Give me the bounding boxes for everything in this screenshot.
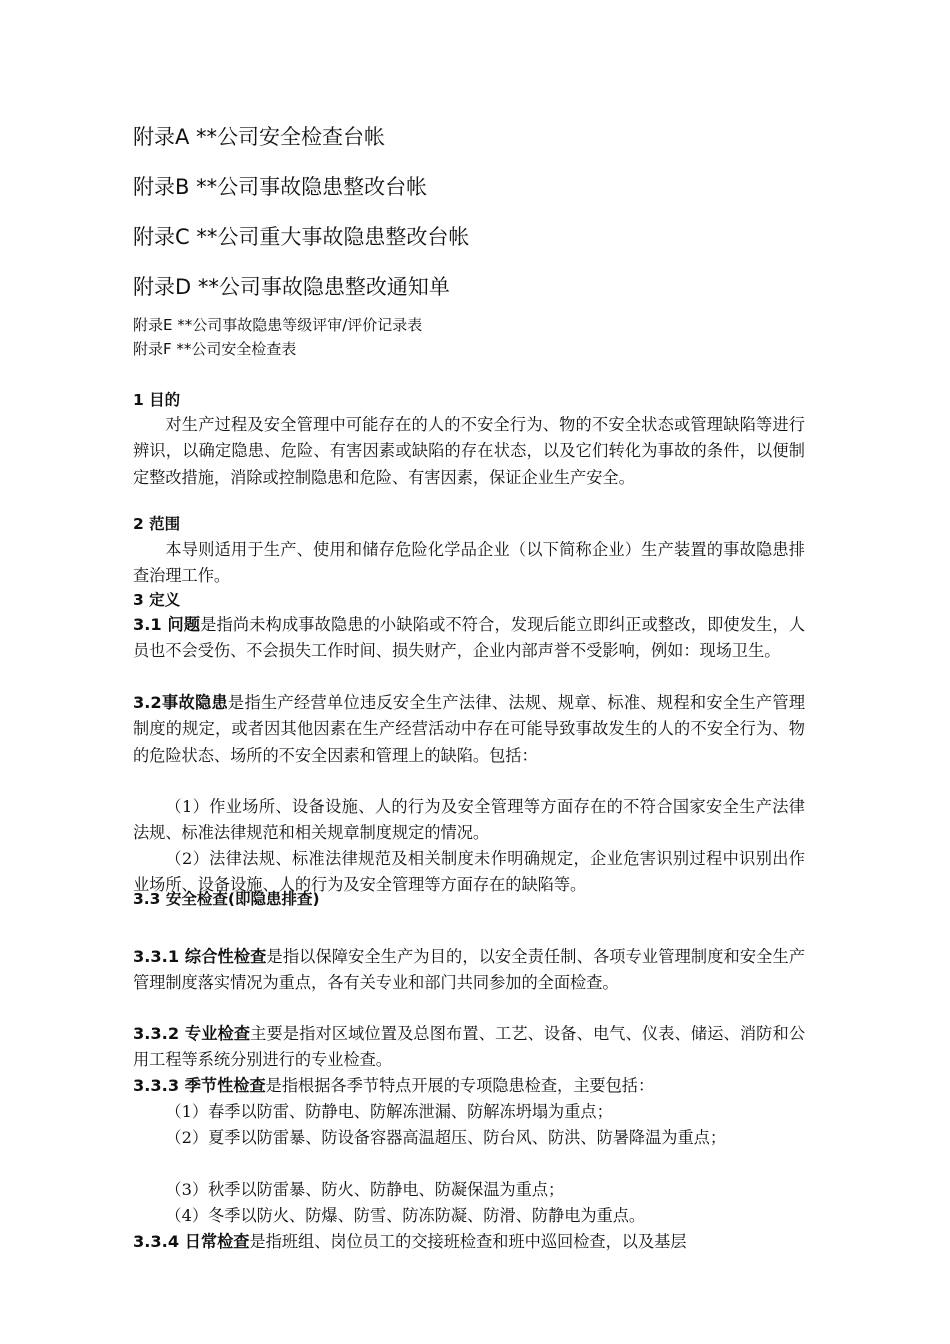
appendix-c: 附录C **公司重大事故隐患整改台帐 bbox=[133, 225, 470, 249]
definition-3-3-1-term: 综合性检查 bbox=[184, 947, 267, 966]
definition-3-3-heading: 3.3 安全检查(即隐患排查) bbox=[133, 890, 320, 908]
appendix-e: 附录E **公司事故隐患等级评审/评价记录表 bbox=[133, 316, 423, 334]
definition-3-3-2 bbox=[133, 1021, 805, 1074]
definition-3-1 bbox=[133, 612, 805, 665]
definition-3-3-1-num: 3.3.1 bbox=[133, 947, 185, 966]
definition-3-1-text: 是指尚未构成事故隐患的小缺陷或不符合，发现后能立即纠正或整改，即使发生，人员也不会受伤、不会损失工作时间、损失财产，企业内部声誉不受影响，例如：现场卫生。 bbox=[133, 615, 806, 661]
definition-3-2 bbox=[133, 690, 805, 769]
definition-3-3-4-text: 是指班组、岗位员工的交接班检查和班中巡回检查，以及基层 bbox=[249, 1232, 687, 1251]
definition-3-2-item-1: （1）作业场所、设备设施、人的行为及安全管理等方面存在的不符合国家安全生产法律法规、标准法律规范和相关规章制度规定的情况。 bbox=[133, 797, 805, 843]
section-2-heading: 2 范围 bbox=[133, 515, 181, 533]
definition-3-3-4-term: 日常检查 bbox=[184, 1232, 250, 1251]
definition-3-3-2-num: 3.3.2 bbox=[133, 1024, 185, 1043]
season-item-spring: （1）春季以防雷、防静电、防解冻泄漏、防解冻坍塌为重点； bbox=[165, 1102, 613, 1121]
appendix-d: 附录D **公司事故隐患整改通知单 bbox=[133, 275, 450, 299]
season-item-autumn: （3）秋季以防雷暴、防火、防静电、防凝保温为重点； bbox=[165, 1180, 565, 1199]
definition-3-3-3-term: 季节性检查 bbox=[184, 1076, 266, 1095]
section-1-heading: 1 目的 bbox=[133, 391, 181, 409]
appendix-b: 附录B **公司事故隐患整改台帐 bbox=[133, 175, 428, 199]
definition-3-2-item-2: （2）法律法规、标准法律规范及相关制度未作明确规定，企业危害识别过程中识别出作业场所、设备设施、人的行为及安全管理等方面存在的缺陷等。 bbox=[133, 849, 805, 895]
definition-3-1-term: 问题 bbox=[167, 615, 201, 634]
appendix-a: 附录A **公司安全检查台帐 bbox=[133, 125, 386, 149]
definition-3-3-3 bbox=[133, 1073, 805, 1099]
definition-3-3-1 bbox=[133, 944, 805, 997]
season-item-summer: （2）夏季以防雷暴、防设备容器高温超压、防台风、防洪、防暑降温为重点； bbox=[165, 1128, 727, 1147]
definition-3-3-2-text: 主要是指对区域位置及总图布置、工艺、设备、电气、仪表、储运、消防和公用工程等系统分别进行的专业检查。 bbox=[133, 1024, 806, 1070]
definition-3-1-num: 3.1 bbox=[133, 615, 168, 634]
definition-3-3-4 bbox=[133, 1229, 805, 1255]
appendix-f: 附录F **公司安全检查表 bbox=[133, 340, 297, 358]
definition-3-2-num: 3.2 bbox=[133, 693, 162, 712]
definition-3-3-3-text: 是指根据各季节特点开展的专项隐患检查，主要包括： bbox=[265, 1076, 655, 1095]
section-1-body: 对生产过程及安全管理中可能存在的人的不安全行为、物的不安全状态或管理缺陷等进行辨识，以确定隐患、危险、有害因素或缺陷的存在状态，以及它们转化为事故的条件，以便制定整改措施，消除或控制隐患和危险、有害因素，保证企业生产安全。 bbox=[133, 415, 805, 487]
section-3-heading: 3 定义 bbox=[133, 591, 181, 609]
section-2-body: 本导则适用于生产、使用和储存危险化学品企业（以下简称企业）生产装置的事故隐患排查治理工作。 bbox=[133, 540, 805, 586]
definition-3-3-4-num: 3.3.4 bbox=[133, 1232, 185, 1251]
definition-3-3-3-num: 3.3.3 bbox=[133, 1076, 185, 1095]
definition-3-3-1-text: 是指以保障安全生产为目的，以安全责任制、各项专业管理制度和安全生产管理制度落实情况为重点，各有关专业和部门共同参加的全面检查。 bbox=[133, 947, 806, 993]
season-item-winter: （4）冬季以防火、防爆、防雪、防冻防凝、防滑、防静电为重点。 bbox=[165, 1206, 646, 1225]
definition-3-2-text: 是指生产经营单位违反安全生产法律、法规、规章、标准、规程和安全生产管理制度的规定，或者因其他因素在生产经营活动中存在可能导致事故发生的人的不安全行为、物的危险状态、场所的不安全因素和管理上的缺陷。包括： bbox=[133, 693, 806, 765]
definition-3-3-2-term: 专业检查 bbox=[184, 1024, 251, 1043]
definition-3-2-term: 事故隐患 bbox=[161, 693, 228, 712]
